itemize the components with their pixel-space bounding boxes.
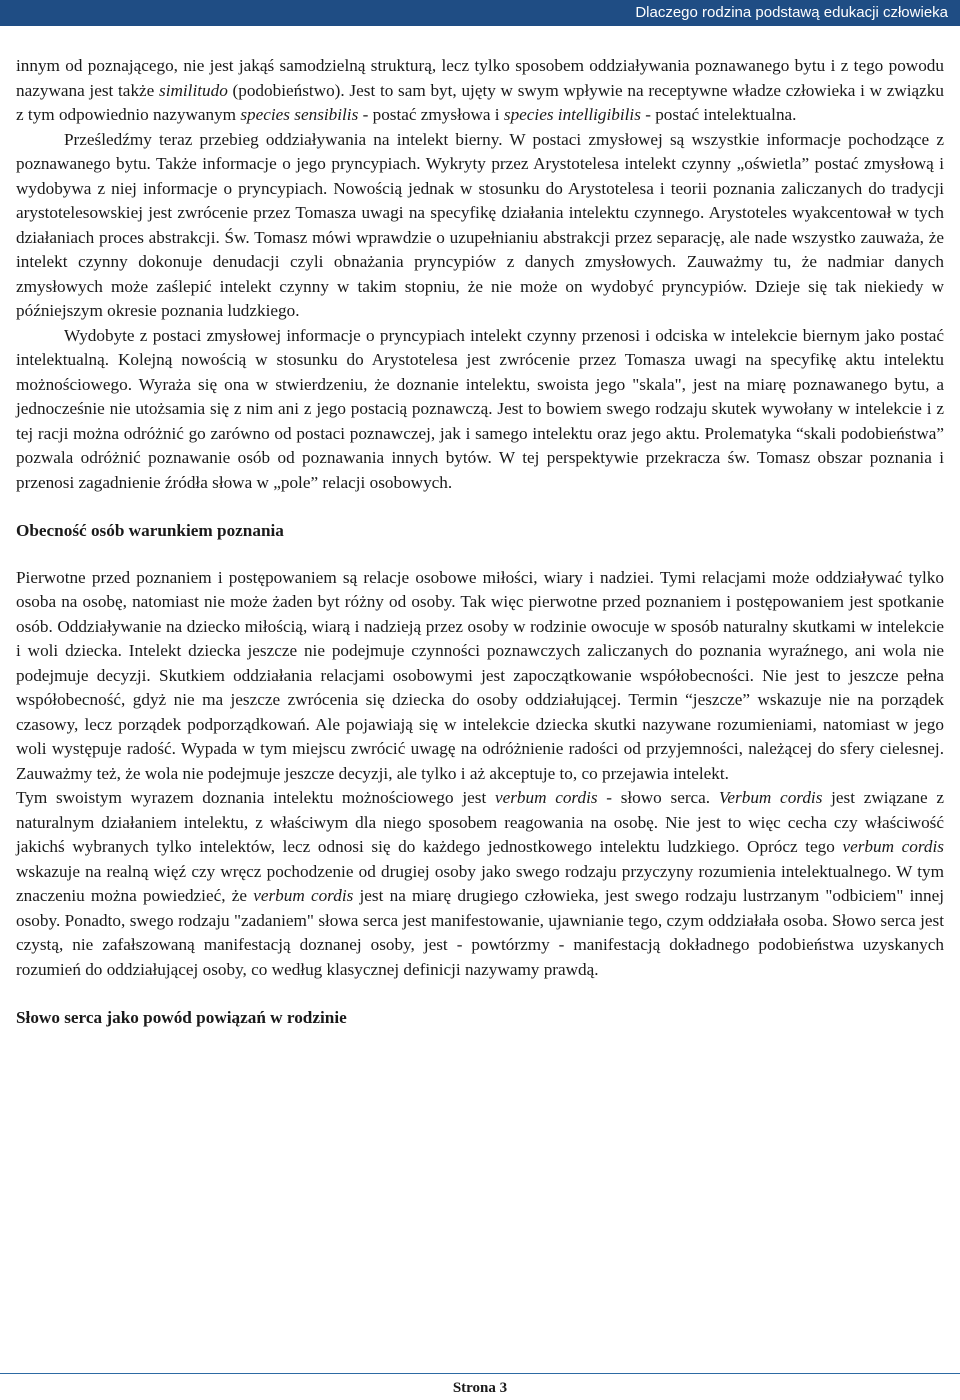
paragraph-verbum-cordis: Tym swoistym wyrazem doznania intelektu możnościowego jest verbum cordis - słowo serca. Verbum cordis jest związane z naturalnym działaniem intelektu, z właściwym dla niego sposobem reagowania na osobę. Nie jest to więc cecha czy właściwość jakichś wybranych tylko intelektów, lecz odnosi się do każdego jednostkowego intelektu ludzkiego. Oprócz tego verbum cordis wskazuje na realną więź czy wręcz pochodzenie od drugiej osoby jako swego rodzaju przyczyny rozumienia intelektualnego. W tym znaczeniu można powiedzieć, że verbum cordis jest na miarę drugiego człowieka, jest swego rodzaju lustrzanym "odbiciem" innej osoby. Ponadto, swego rodzaju "zadaniem" słowa serca jest manifestowanie, ujawnianie tego, czym oddziałała osoba. Słowo serca jest czystą, nie zafałszowaną manifestacją doznanej osoby, jest - powtórzmy - manifestacją dokładnego podobieństwa uzyskanych rozumień do oddziałującej osoby, co według klasycznej definicji nazywamy prawdą.: [16, 788, 944, 979]
page-footer: [0, 1373, 960, 1400]
running-header: [0, 0, 960, 26]
page-body: [16, 54, 944, 1031]
paragraph-relations: Pierwotne przed poznaniem i postępowaniem są relacje osobowe miłości, wiary i nadziei. Tymi relacjami może oddziaływać tylko osoba na osobę, natomiast nie może żaden byt różny od osoby. Tak więc pierwotne przed poznaniem i postępowaniem jest spotkanie osób. Oddziaływanie na dziecko miłością, wiarą i nadzieją przez osoby w rodzinie owocuje w sposób naturalny skutkami w intelekcie i woli dziecka. Intelekt dziecka jeszcze nie podejmuje czynności poznawczych zaliczanych do poznania wyraźnego, ani wola nie podejmuje decyzji. Skutkiem oddziałania relacjami osobowymi jest zapoczątkowanie współobecności. Nie jest to jeszcze pełna współobecność, gdyż nie ma jeszcze zwrócenia się dziecka do osoby oddziałującej. Termin “jeszcze” wskazuje nie na porządek czasowy, lecz porządek podporządkowań. Ale pojawiają się w intelekcie dziecka skutki nazywane rozumieniami, natomiast w jego woli występuje radość. Wypada w tym miejscu zwrócić uwagę na odróżnienie radości od przyjemności, należącej do sfery cielesnej. Zauważmy też, że wola nie podejmuje jeszcze decyzji, ale tylko i aż akceptuje to, co przejawia intelekt.: [16, 567, 944, 783]
running-header-title: Dlaczego rodzina podstawą edukacji człowieka: [635, 4, 948, 21]
page-number: Strona 3: [452, 1380, 508, 1396]
section-heading-word-of-heart: Słowo serca jako powód powiązań w rodzinie: [16, 1008, 347, 1027]
paragraph-intellect-active: Prześledźmy teraz przebieg oddziaływania na intelekt bierny. W postaci zmysłowej są wszystkie informacje pochodzące z poznawanego bytu. Także informacje o jego pryncypiach. Wykryty przez Arystotelesa intelekt czynny „oświetla” postać zmysłową i wydobywa z niej informacje o pryncypiach. Nowością jednak w stosunku do Arystotelesa i teorii poznania zaliczanych do tradycji arystotelesowskiej jest zwrócenie przez Tomasza uwagi na specyfikę działania intelektu czynnego. Arystoteles wyakcentował w tych działaniach proces abstrakcji. Św. Tomasz mówi wprawdzie o uzupełnianiu abstrakcji przez separację, ale nade wszystko zauważa, że intelekt czynny dokonuje denudacji czyli obnażania pryncypiów z danych zmysłowych. Zauważmy tu, że nadmiar danych zmysłowych może zaślepić intelekt czynny w takim stopniu, że nie może on wydobyć pryncypiów. Dzieje się tak niekiedy w późniejszym okresie poznania ludzkiego.: [16, 129, 944, 320]
section-heading-presence: Obecność osób warunkiem poznania: [16, 521, 284, 540]
paragraph-continuation: innym od poznającego, nie jest jakąś samodzielną strukturą, lecz tylko sposobem oddziaływania poznawanego bytu i z tego powodu nazywana jest także similitudo (podobieństwo). Jest to sam byt, ujęty w swym wpływie na receptywne władze człowieka i w związku z tym odpowiednio nazywanym species sensibilis - postać zmysłowa i species intelligibilis - postać intelektualna.: [16, 56, 944, 124]
paragraph-intellect-possible: Wydobyte z postaci zmysłowej informacje o pryncypiach intelekt czynny przenosi i odciska w intelekcie biernym jako postać intelektualną. Kolejną nowością w stosunku do Arystotelesa jest zwrócenie przez Tomasza uwagi na specyfikę aktu intelektu możnościowego. Wyraża się ona w stwierdzeniu, że doznanie intelektu, swoista jego "skala", jest na miarę poznawanego bytu, a jednocześnie nie utożsamia się z nim ani z jego postacią poznawczą. Jest to bowiem swego rodzaju skutek wywołany w intelekcie i z tej racji można odróżnić go zarówno od postaci poznawczej, jak i samego intelektu oraz jego aktu. Prolematyka “skali podobieństwa” pozwala odróżnić poznawanie osób od poznawania innych bytów. W tej perspektywie przekracza św. Tomasz obszar poznania i przenosi zagadnienie źródła słowa w „pole” relacji osobowych.: [16, 325, 944, 492]
